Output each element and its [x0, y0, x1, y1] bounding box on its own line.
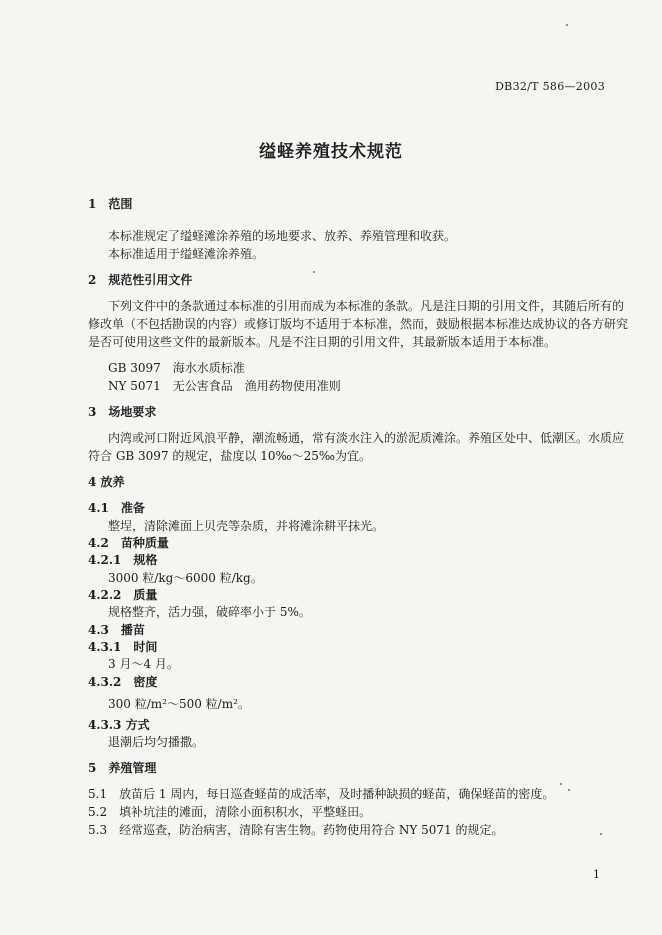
scan-speck [600, 833, 602, 835]
body-text-line: 符合 GB 3097 的规定，盐度以 10‰～25‰为宜。 [88, 449, 371, 463]
standard-code: DB32/T 586—2003 [495, 80, 605, 93]
section-heading: 4.3 播苗 [88, 623, 145, 637]
section-heading: 4 放养 [88, 475, 125, 489]
body-text-line: 退潮后均匀播撒。 [108, 735, 205, 749]
section-heading: 5 养殖管理 [88, 761, 157, 775]
body-text-line: 本标准规定了缢蛏滩涂养殖的场地要求、放养、养殖管理和收获。 [108, 229, 457, 243]
body-text-line: 下列文件中的条款通过本标准的引用而成为本标准的条款。凡是注日期的引用文件，其随后所有的 [108, 299, 625, 313]
body-text-line: 整埕，清除滩面上贝壳等杂质，并将滩涂耕平抹光。 [108, 519, 385, 533]
section-heading: 4.2 苗种质量 [88, 536, 169, 550]
body-text-line: 300 粒/m²～500 粒/m²。 [108, 697, 250, 711]
body-text-line: 3 月～4 月。 [108, 657, 179, 671]
page-number: 1 [593, 868, 600, 881]
body-text-line: 3000 粒/kg～6000 粒/kg。 [108, 571, 263, 585]
section-heading: 4.3.3 方式 [88, 718, 150, 732]
body-text-line: 是否可使用这些文件的最新版本。凡是不注日期的引用文件，其最新版本适用于本标准。 [88, 335, 557, 349]
body-text-line: 5.1 放苗后 1 周内，每日巡查蛏苗的成活率，及时播种缺损的蛏苗，确保蛏苗的密度。 [88, 787, 555, 801]
section-heading: 2 规范性引用文件 [88, 273, 193, 287]
body-text-line: 规格整齐，活力强，破碎率小于 5%。 [108, 605, 311, 619]
section-heading: 4.3.1 时间 [88, 640, 158, 654]
document-title: 缢蛏养殖技术规范 [259, 142, 403, 162]
body-text-line: 修改单（不包括勘误的内容）或修订版均不适用于本标准，然而，鼓励根据本标准达成协议的各方研究 [88, 317, 629, 331]
section-heading: 4.2.1 规格 [88, 553, 158, 567]
section-heading: 1 范围 [88, 197, 133, 211]
scan-speck [566, 24, 568, 26]
section-heading: 4.2.2 质量 [88, 588, 158, 602]
section-heading: 4.3.2 密度 [88, 675, 158, 689]
scan-speck [313, 271, 315, 273]
body-text-line: 5.3 经常巡查，防治病害，清除有害生物。药物使用符合 NY 5071 的规定。 [88, 823, 504, 837]
section-heading: 4.1 准备 [88, 501, 145, 515]
body-text-line: 本标准适用于缢蛏滩涂养殖。 [108, 247, 265, 261]
body-text-line: 5.2 填补坑洼的滩面，清除小面积积水，平整蛏田。 [88, 805, 372, 819]
body-text-line: GB 3097 海水水质标准 [108, 361, 245, 375]
body-text-line: NY 5071 无公害食品 渔用药物使用准则 [108, 379, 341, 393]
scan-speck [568, 789, 570, 791]
scan-speck [560, 783, 562, 785]
section-heading: 3 场地要求 [88, 405, 157, 419]
body-text-line: 内湾或河口附近风浪平静，潮流畅通，常有淡水注入的淤泥质滩涂。养殖区处中、低潮区。水质应 [108, 431, 625, 445]
